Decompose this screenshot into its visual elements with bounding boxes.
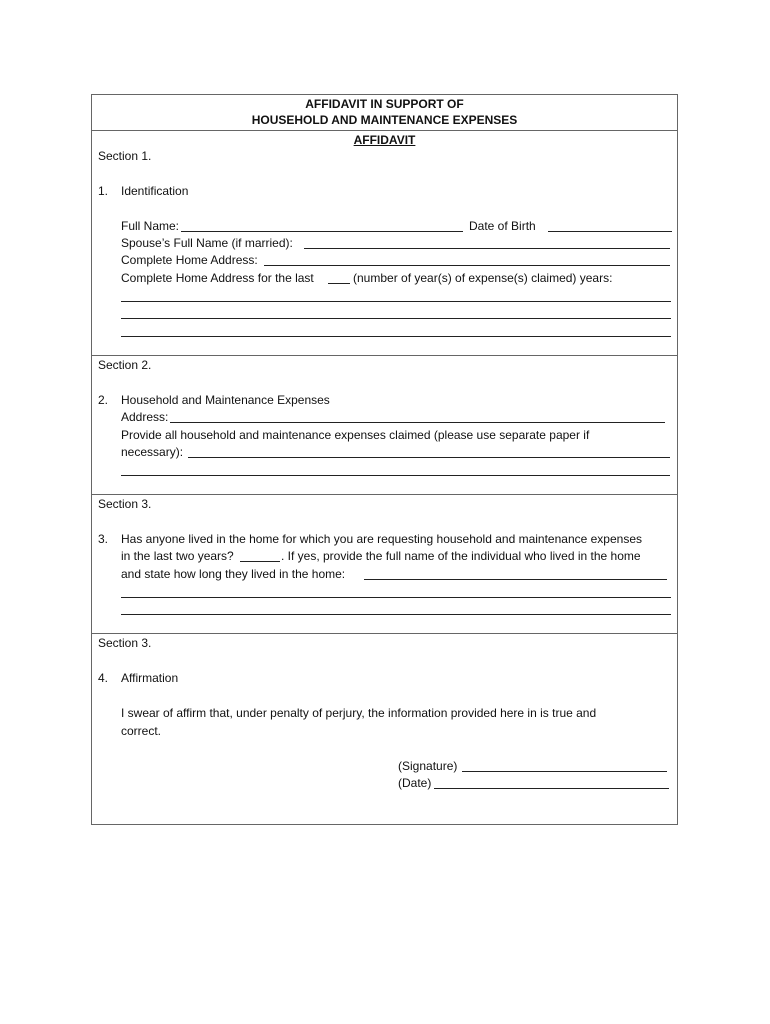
full-name-label: Full Name: bbox=[121, 219, 180, 233]
section4-label: Section 3. bbox=[98, 636, 152, 650]
section3-label: Section 3. bbox=[98, 497, 152, 511]
occupant-question-line2a: in the last two years? bbox=[121, 549, 234, 563]
form-subtitle: AFFIDAVIT bbox=[353, 133, 416, 147]
section2-title: Household and Maintenance Expenses bbox=[121, 393, 330, 407]
occupant-yes-no-field[interactable] bbox=[240, 561, 280, 562]
section2-divider bbox=[92, 355, 677, 356]
occupant-question-line3: and state how long they lived in the home: bbox=[121, 567, 346, 581]
form-title-line2: HOUSEHOLD AND MAINTENANCE EXPENSES bbox=[251, 113, 518, 127]
section2-label: Section 2. bbox=[98, 358, 152, 372]
expenses-field-line-2[interactable] bbox=[121, 475, 670, 476]
full-name-field[interactable] bbox=[181, 231, 463, 232]
section4-number: 4. bbox=[98, 671, 109, 685]
home-address-label: Complete Home Address: bbox=[121, 253, 258, 267]
section3-divider bbox=[92, 494, 677, 495]
expenses-instruction-line1: Provide all household and maintenance expenses claimed (please use separate paper if bbox=[121, 428, 590, 442]
form-title-line1: AFFIDAVIT IN SUPPORT OF bbox=[305, 97, 464, 111]
home-address-field[interactable] bbox=[264, 265, 670, 266]
signature-label: (Signature) bbox=[398, 759, 458, 773]
dob-label: Date of Birth bbox=[469, 219, 536, 233]
section4-title: Affirmation bbox=[121, 671, 179, 685]
section1-title: Identification bbox=[121, 184, 189, 198]
section1-label: Section 1. bbox=[98, 149, 152, 163]
expense-address-field[interactable] bbox=[170, 422, 665, 423]
prior-address-line-2[interactable] bbox=[121, 318, 671, 319]
date-field[interactable] bbox=[434, 788, 669, 789]
expenses-field-line-1[interactable] bbox=[188, 457, 670, 458]
prior-address-label-b: (number of year(s) of expense(s) claimed) years: bbox=[353, 271, 613, 285]
header-divider bbox=[92, 130, 677, 131]
affirmation-line2: correct. bbox=[121, 724, 162, 738]
occupant-details-field-2[interactable] bbox=[121, 597, 671, 598]
occupant-details-field-3[interactable] bbox=[121, 614, 671, 615]
prior-address-line-1[interactable] bbox=[121, 301, 671, 302]
occupant-details-field-1[interactable] bbox=[364, 579, 667, 580]
affirmation-line1: I swear of affirm that, under penalty of perjury, the information provided here in is true and bbox=[121, 706, 597, 720]
section3-number: 3. bbox=[98, 532, 109, 546]
affidavit-form bbox=[91, 94, 678, 825]
prior-address-line-3[interactable] bbox=[121, 336, 671, 337]
section4-divider bbox=[92, 633, 677, 634]
date-label: (Date) bbox=[398, 776, 432, 790]
prior-address-label-a: Complete Home Address for the last bbox=[121, 271, 314, 285]
occupant-question-line1: Has anyone lived in the home for which you are requesting household and maintenance expenses bbox=[121, 532, 643, 546]
dob-field[interactable] bbox=[548, 231, 672, 232]
spouse-name-field[interactable] bbox=[304, 248, 670, 249]
years-claimed-field[interactable] bbox=[328, 283, 350, 284]
signature-field[interactable] bbox=[462, 771, 667, 772]
section2-number: 2. bbox=[98, 393, 109, 407]
occupant-question-line2b: . If yes, provide the full name of the individual who lived in the home bbox=[281, 549, 641, 563]
expense-address-label: Address: bbox=[121, 410, 169, 424]
spouse-name-label: Spouse’s Full Name (if married): bbox=[121, 236, 293, 250]
section1-number: 1. bbox=[98, 184, 109, 198]
expenses-instruction-line2: necessary): bbox=[121, 445, 184, 459]
